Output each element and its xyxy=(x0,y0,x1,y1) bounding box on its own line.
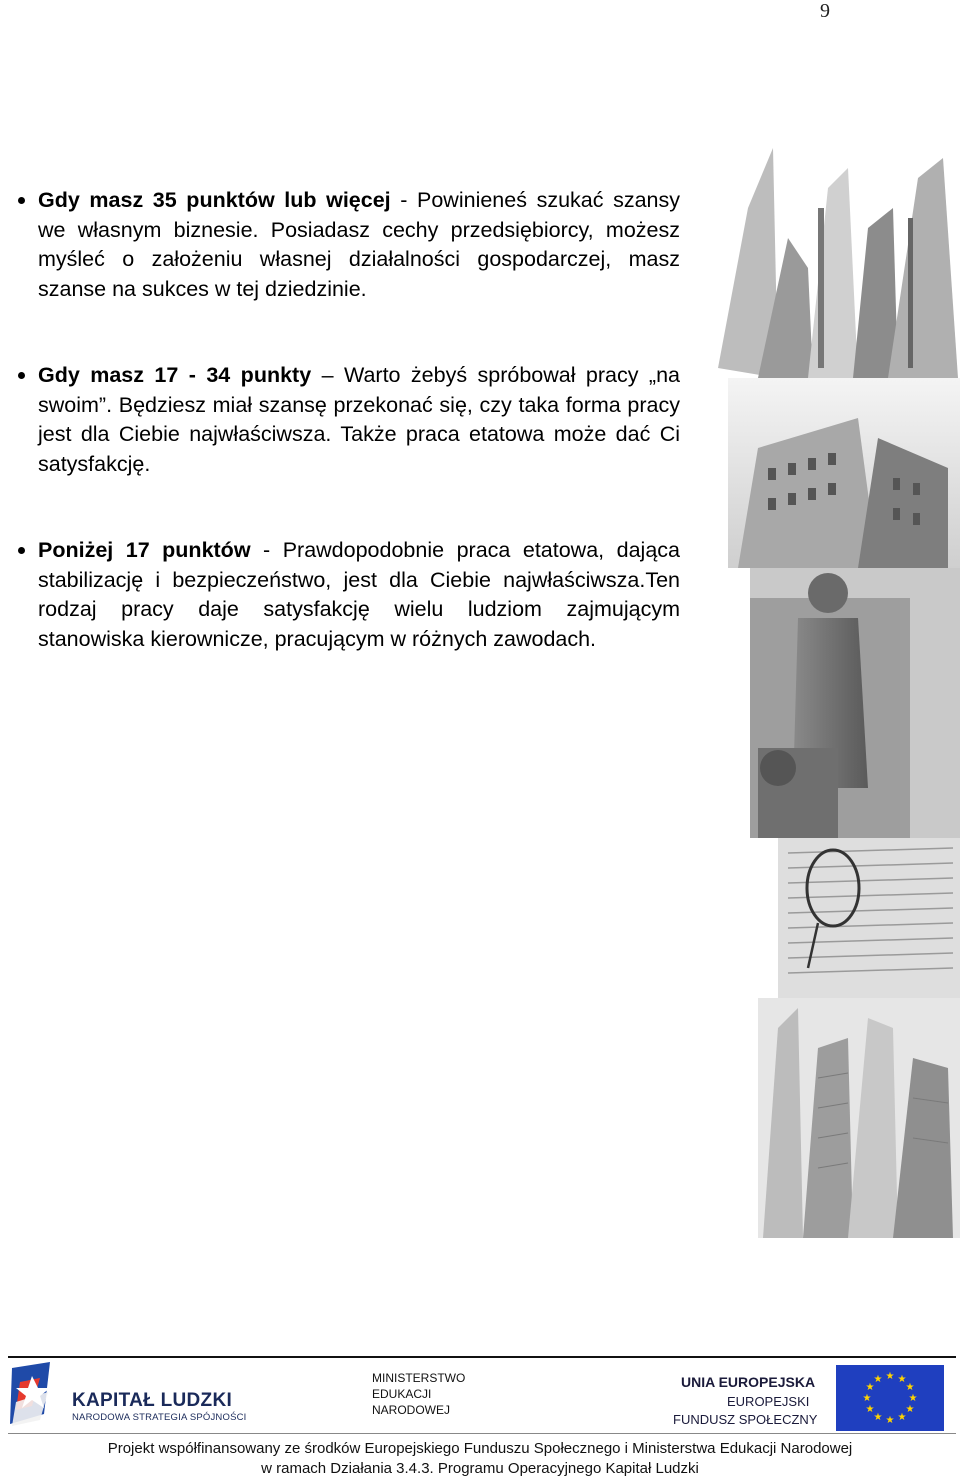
ministry-line: EDUKACJI xyxy=(372,1387,432,1401)
eu-fund-line-1: EUROPEJSKI xyxy=(727,1394,810,1409)
svg-text:★: ★ xyxy=(905,1382,915,1393)
bullet-text: – Warto żebyś spróbował pracy „na swoim”. Będziesz miał szansę przekonać się, czy taka forma pracy jest dla Ciebie najwłaściwsza. Także praca etatowa może dać Ci satysfakcję. xyxy=(38,363,680,476)
footer-divider xyxy=(8,1356,956,1358)
svg-text:★: ★ xyxy=(885,1371,895,1382)
svg-text:★: ★ xyxy=(905,1404,915,1415)
svg-text:★: ★ xyxy=(908,1393,918,1404)
svg-text:★: ★ xyxy=(873,1374,883,1385)
presenter-image xyxy=(750,568,960,838)
eu-fund-line-2: FUNDUSZ SPOŁECZNY xyxy=(673,1412,818,1427)
ministry-line: NARODOWEJ xyxy=(372,1403,450,1417)
bullet-below-17 xyxy=(16,536,680,654)
project-funding-line-2: w ramach Działania 3.4.3. Programu Operacyjnego Kapitał Ludzki xyxy=(261,1460,699,1477)
bullet-text: - Prawdopodobnie praca etatowa, dająca stabilizację i bezpieczeństwo, jest dla Ciebie najwłaściwsza.Ten rodzaj pracy daje satysfakcję wielu ludziom zajmującym stanowiska kierownicze, pracującym w różnych zawodach. xyxy=(38,538,680,651)
photo-collage xyxy=(718,148,960,1238)
glass-towers-image xyxy=(758,998,960,1238)
svg-text:★: ★ xyxy=(873,1412,883,1423)
bullet-text: - Powinieneś szukać szansy we własnym biznesie. Posiadasz cechy przedsiębiorcy, możesz myśleć o założeniu własnej działalności gospodarczej, masz szanse na sukces w tej dziedzinie. xyxy=(38,188,680,301)
svg-text:★: ★ xyxy=(897,1412,907,1423)
bullet-heading: Gdy masz 17 - 34 punkty xyxy=(38,363,312,387)
eu-flag-icon xyxy=(836,1365,944,1431)
content xyxy=(16,186,680,711)
svg-text:★: ★ xyxy=(897,1374,907,1385)
page-number: 9 xyxy=(820,0,830,22)
bullet-heading: Poniżej 17 punktów xyxy=(38,538,251,562)
svg-text:★: ★ xyxy=(885,1415,895,1426)
ministry-logo-text xyxy=(372,1370,465,1418)
ministry-line: MINISTERSTWO xyxy=(372,1371,466,1385)
bullet-heading: Gdy masz 35 punktów lub więcej xyxy=(38,188,391,212)
eu-title: UNIA EUROPEJSKA xyxy=(681,1374,816,1390)
building-image xyxy=(728,378,960,568)
svg-text:★: ★ xyxy=(862,1393,872,1404)
papers-glasses-image xyxy=(778,838,960,998)
project-funding-line-1: Projekt współfinansowany ze środków Europejskiego Funduszu Społecznego i Ministerstwa Edukacji Narodowej xyxy=(107,1440,853,1457)
bullet-17-34 xyxy=(16,361,680,479)
svg-text:★: ★ xyxy=(865,1382,875,1393)
skyscrapers-image xyxy=(718,148,958,378)
bullet-35-plus xyxy=(16,186,680,304)
footer-bottom-divider xyxy=(8,1433,956,1434)
kapital-ludzki-subtitle: NARODOWA STRATEGIA SPÓJNOŚCI xyxy=(72,1412,247,1423)
kapital-ludzki-title: KAPITAŁ LUDZKI xyxy=(72,1390,233,1411)
svg-text:★: ★ xyxy=(865,1404,875,1415)
